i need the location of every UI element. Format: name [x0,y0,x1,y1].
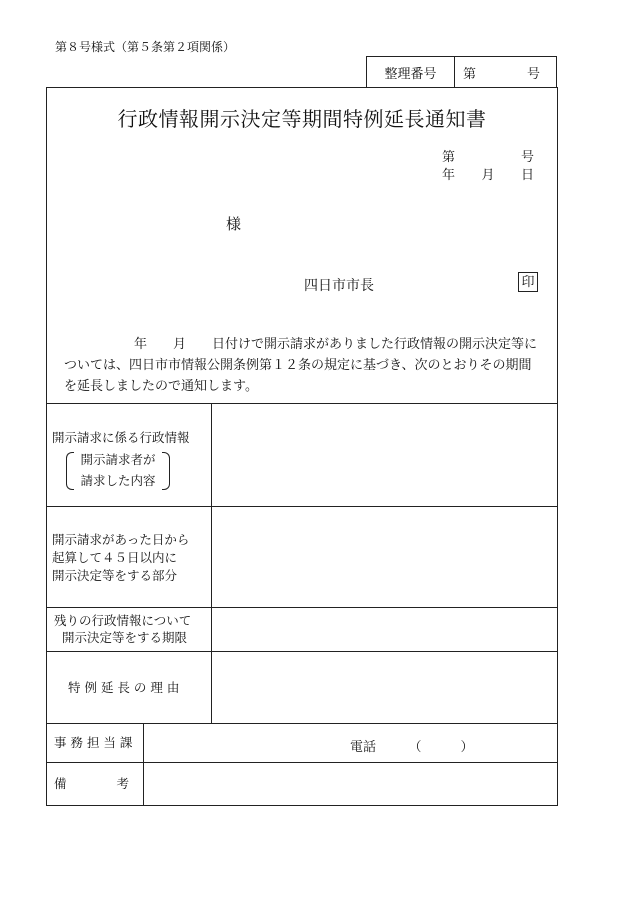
date-day: 日 [520,168,534,183]
reference-go: 号 [526,66,540,82]
document-number-go: 号 [520,150,534,165]
table-rule [46,723,558,724]
date-month: 月 [481,168,495,183]
row-within-45-days-line-3: 開示決定等をする部分 [52,568,178,583]
bracket-line-1: 開示請求者が [80,452,156,467]
body-line-2: ついては、四日市市情報公開条例第１２条の規定に基づき、次のとおりその期間 [64,358,532,373]
bracket-line-2: 請求した内容 [80,473,156,488]
requested-info-field[interactable] [212,404,557,506]
phone-label: 電話 （ ） [350,740,474,755]
remarks-field[interactable] [144,763,557,805]
row-remaining-deadline-line-1: 残りの行政情報について [54,613,192,628]
recipient-honorific: 様 [226,215,242,233]
seal-stamp: 印 [518,272,538,292]
reference-dai: 第 [463,66,477,82]
document-title: 行政情報開示決定等期間特例延長通知書 [117,107,487,131]
notice-body [64,334,554,397]
row-department-label: 事 務 担 当 課 [54,735,133,750]
reference-number-box [366,56,557,87]
remaining-deadline-field[interactable] [212,608,557,651]
reference-number-field[interactable] [455,57,556,87]
requested-content-bracket [66,452,170,490]
row-remarks-label: 備 考 [54,776,130,791]
document-number-dai: 第 [442,150,456,165]
reference-number-label: 整理番号 [367,57,455,87]
row-within-45-days-line-2: 起算して４５日以内に [52,550,178,565]
row-extension-reason-label: 特 例 延 長 の 理 由 [68,680,180,695]
form-number-label: 第８号様式（第５条第２項関係） [55,40,236,54]
date-year: 年 [442,168,456,183]
document-date[interactable] [442,164,534,183]
document-number[interactable] [442,146,534,165]
extension-reason-field[interactable] [212,652,557,723]
within-45-days-field[interactable] [212,507,557,607]
body-line-1: 年 月 日付けで開示請求がありました行政情報の開示決定等に [134,337,538,352]
row-remaining-deadline-line-2: 開示決定等をする期限 [62,630,188,645]
row-requested-info-label: 開示請求に係る行政情報 [52,430,190,445]
row-within-45-days-line-1: 開示請求があった日から [52,532,190,547]
body-line-3: を延長しましたので通知します。 [64,379,258,394]
phone-field[interactable] [350,736,474,755]
sender-name: 四日市市長 [304,278,374,294]
